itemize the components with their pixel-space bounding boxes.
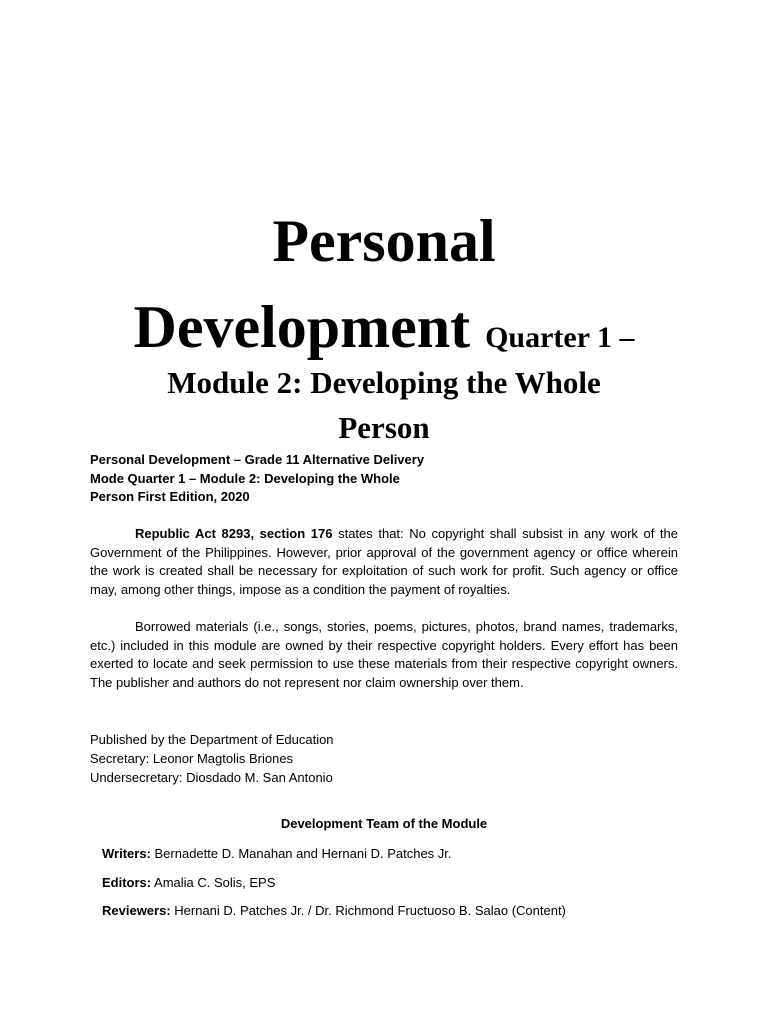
title-person: Person (338, 410, 430, 445)
publisher-info (90, 730, 334, 787)
secretary: Secretary: Leonor Magtolis Briones (90, 751, 294, 766)
edition-line-1: Personal Development – Grade 11 Alternative Delivery (90, 452, 425, 467)
reviewers-value: Hernani D. Patches Jr. / Dr. Richmond Fructuoso B. Salao (Content) (170, 903, 566, 918)
reviewers-label: Reviewers: (102, 903, 171, 918)
writers-label: Writers: (102, 846, 151, 861)
title-quarter: Quarter 1 – (485, 321, 635, 354)
borrowed-materials-paragraph: Borrowed materials (i.e., songs, stories, poems, pictures, photos, brand names, trademarks, etc.) included in this module are owned by their respective copyright holders. Every effort has been exerted to locate and seek permission to use these materials from their respective copyright owners. The publisher and authors do not represent nor claim ownership over them. (90, 619, 678, 691)
writers-value: Bernadette D. Manahan and Hernani D. Patches Jr. (150, 846, 452, 861)
copyright-text: states that: No copyright shall subsist in any work of the Government of the Philippines. However, prior approval of the government agency or office wherein the work is created shall be necessary for exploitation of such work for profit. Such agency or office may, among other things, impose as a condition the payment of royalties. (90, 526, 679, 598)
title-development: Development (133, 294, 471, 360)
writers-credit (102, 846, 452, 861)
editors-credit (102, 875, 275, 890)
title-module: Module 2: Developing the Whole (167, 365, 601, 400)
edition-line-2: Mode Quarter 1 – Module 2: Developing the Whole (90, 470, 400, 486)
team-heading: Development Team of the Module (280, 816, 488, 831)
republic-act-reference: Republic Act 8293, section 176 (135, 526, 333, 541)
edition-info (90, 451, 424, 507)
editors-value: Amalia C. Solis, EPS (151, 875, 276, 890)
title-line-1: Personal (272, 208, 496, 274)
editors-label: Editors: (102, 875, 152, 890)
reviewers-credit (102, 903, 566, 918)
published-by: Published by the Department of Education (90, 732, 334, 747)
edition-line-3: Person First Edition, 2020 (90, 489, 250, 504)
undersecretary: Undersecretary: Diosdado M. San Antonio (90, 770, 333, 785)
copyright-paragraph (90, 525, 678, 600)
title-line-2 (0, 292, 768, 373)
